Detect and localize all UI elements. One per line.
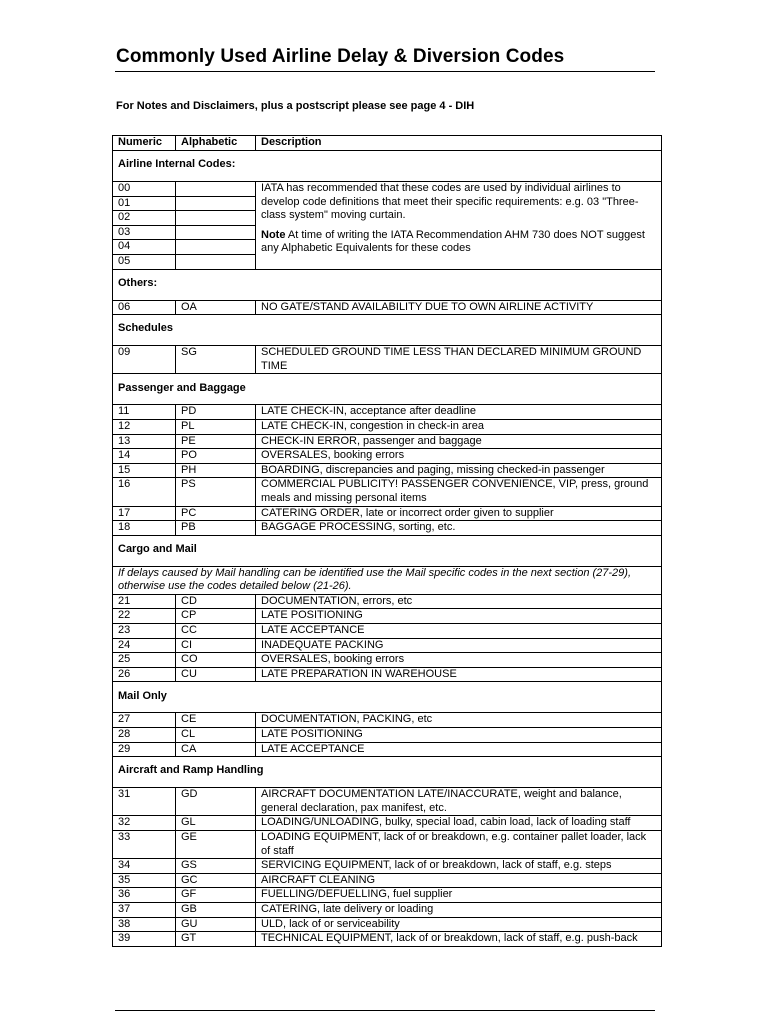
description-cell: LATE PREPARATION IN WAREHOUSE — [256, 667, 662, 682]
numeric-cell: 31 — [113, 788, 176, 816]
alphabetic-cell: GC — [176, 873, 256, 888]
alphabetic-cell: GU — [176, 917, 256, 932]
delay-codes-table — [112, 135, 662, 947]
section-heading-row — [113, 151, 662, 182]
description-cell: COMMERCIAL PUBLICITY! PASSENGER CONVENIENCE, VIP, press, ground meals and missing personal items — [256, 478, 662, 506]
table-row — [113, 831, 662, 859]
alphabetic-cell: CO — [176, 653, 256, 668]
table-row — [113, 624, 662, 639]
alphabetic-cell: PE — [176, 434, 256, 449]
numeric-cell: 27 — [113, 713, 176, 728]
table-row — [113, 742, 662, 757]
table-row — [113, 434, 662, 449]
alphabetic-cell: GF — [176, 888, 256, 903]
table-row — [113, 917, 662, 932]
alphabetic-cell — [176, 225, 256, 240]
numeric-cell: 39 — [113, 932, 176, 947]
alphabetic-cell: GL — [176, 816, 256, 831]
description-cell: CATERING, late delivery or loading — [256, 902, 662, 917]
numeric-cell: 25 — [113, 653, 176, 668]
table-row — [113, 405, 662, 420]
alphabetic-cell — [176, 240, 256, 255]
description-cell: AIRCRAFT CLEANING — [256, 873, 662, 888]
table-row — [113, 506, 662, 521]
table-row — [113, 300, 662, 315]
numeric-cell: 04 — [113, 240, 176, 255]
description-cell: DOCUMENTATION, errors, etc — [256, 594, 662, 609]
numeric-cell: 34 — [113, 859, 176, 874]
alphabetic-cell — [176, 254, 256, 269]
numeric-cell: 13 — [113, 434, 176, 449]
numeric-cell: 18 — [113, 521, 176, 536]
numeric-cell: 37 — [113, 902, 176, 917]
section-heading-row — [113, 269, 662, 300]
description-cell: SERVICING EQUIPMENT, lack of or breakdown, lack of staff, e.g. steps — [256, 859, 662, 874]
alphabetic-cell: PC — [176, 506, 256, 521]
description-cell: LATE CHECK-IN, congestion in check-in area — [256, 419, 662, 434]
section-heading: Others: — [113, 269, 662, 300]
internal-codes-description — [256, 182, 662, 270]
description-cell: CATERING ORDER, late or incorrect order given to supplier — [256, 506, 662, 521]
numeric-cell: 15 — [113, 463, 176, 478]
header-alphabetic: Alphabetic — [176, 136, 256, 151]
section-heading: Mail Only — [113, 682, 662, 713]
numeric-cell: 14 — [113, 449, 176, 464]
alphabetic-cell: CD — [176, 594, 256, 609]
section-note-row — [113, 566, 662, 594]
table-row — [113, 609, 662, 624]
alphabetic-cell: GD — [176, 788, 256, 816]
header-description: Description — [256, 136, 662, 151]
description-cell: DOCUMENTATION, PACKING, etc — [256, 713, 662, 728]
description-cell: LATE POSITIONING — [256, 728, 662, 743]
table-row — [113, 859, 662, 874]
alphabetic-cell: GS — [176, 859, 256, 874]
table-row — [113, 816, 662, 831]
internal-description-text: IATA has recommended that these codes are used by individual airlines to develop code definitions that meet their specific requirements: e.g. 03 "Three-class system" moving curtain. — [261, 182, 639, 222]
note-text: At time of writing the IATA Recommendation AHM 730 does NOT suggest any Alphabetic Equivalents for these codes — [261, 228, 645, 255]
numeric-cell: 01 — [113, 196, 176, 211]
section-heading: Passenger and Baggage — [113, 374, 662, 405]
table-row — [113, 419, 662, 434]
alphabetic-cell: GB — [176, 902, 256, 917]
table-row — [113, 449, 662, 464]
section-heading: Cargo and Mail — [113, 535, 662, 566]
numeric-cell: 03 — [113, 225, 176, 240]
numeric-cell: 11 — [113, 405, 176, 420]
alphabetic-cell — [176, 196, 256, 211]
numeric-cell: 29 — [113, 742, 176, 757]
table-row — [113, 653, 662, 668]
numeric-cell: 38 — [113, 917, 176, 932]
alphabetic-cell: PD — [176, 405, 256, 420]
description-cell: ULD, lack of or serviceability — [256, 917, 662, 932]
alphabetic-cell: GE — [176, 831, 256, 859]
description-cell: LOADING/UNLOADING, bulky, special load, cabin load, lack of loading staff — [256, 816, 662, 831]
table-row — [113, 463, 662, 478]
alphabetic-cell: PH — [176, 463, 256, 478]
numeric-cell: 32 — [113, 816, 176, 831]
description-cell: NO GATE/STAND AVAILABILITY DUE TO OWN AIRLINE ACTIVITY — [256, 300, 662, 315]
description-cell: CHECK-IN ERROR, passenger and baggage — [256, 434, 662, 449]
numeric-cell: 35 — [113, 873, 176, 888]
section-heading-row — [113, 757, 662, 788]
description-cell: LATE CHECK-IN, acceptance after deadline — [256, 405, 662, 420]
note-label: Note — [261, 228, 286, 241]
table-body — [113, 151, 662, 947]
description-cell: AIRCRAFT DOCUMENTATION LATE/INACCURATE, weight and balance, general declaration, pax manifest, etc. — [256, 788, 662, 816]
header-row — [113, 136, 662, 151]
table-row — [113, 873, 662, 888]
alphabetic-cell: CA — [176, 742, 256, 757]
numeric-cell: 26 — [113, 667, 176, 682]
numeric-cell: 00 — [113, 182, 176, 197]
section-heading: Schedules — [113, 315, 662, 346]
numeric-cell: 02 — [113, 211, 176, 226]
alphabetic-cell — [176, 211, 256, 226]
description-cell: OVERSALES, booking errors — [256, 449, 662, 464]
table-row — [113, 932, 662, 947]
section-heading-row — [113, 682, 662, 713]
description-cell: FUELLING/DEFUELLING, fuel supplier — [256, 888, 662, 903]
header-numeric: Numeric — [113, 136, 176, 151]
table-row — [113, 182, 662, 197]
table-row — [113, 521, 662, 536]
numeric-cell: 22 — [113, 609, 176, 624]
title-underline — [115, 71, 655, 72]
table-row — [113, 594, 662, 609]
alphabetic-cell: OA — [176, 300, 256, 315]
numeric-cell: 17 — [113, 506, 176, 521]
table-row — [113, 638, 662, 653]
description-cell: TECHNICAL EQUIPMENT, lack of or breakdown, lack of staff, e.g. push-back — [256, 932, 662, 947]
numeric-cell: 28 — [113, 728, 176, 743]
alphabetic-cell — [176, 182, 256, 197]
description-cell: LATE ACCEPTANCE — [256, 742, 662, 757]
description-cell: LOADING EQUIPMENT, lack of or breakdown, e.g. container pallet loader, lack of staff — [256, 831, 662, 859]
alphabetic-cell: GT — [176, 932, 256, 947]
description-cell: INADEQUATE PACKING — [256, 638, 662, 653]
section-heading: Airline Internal Codes: — [113, 151, 662, 182]
alphabetic-cell: PB — [176, 521, 256, 536]
numeric-cell: 33 — [113, 831, 176, 859]
numeric-cell: 12 — [113, 419, 176, 434]
description-cell: BAGGAGE PROCESSING, sorting, etc. — [256, 521, 662, 536]
section-heading-row — [113, 374, 662, 405]
table-row — [113, 902, 662, 917]
alphabetic-cell: PO — [176, 449, 256, 464]
description-cell: SCHEDULED GROUND TIME LESS THAN DECLARED MINIMUM GROUND TIME — [256, 346, 662, 374]
numeric-cell: 36 — [113, 888, 176, 903]
alphabetic-cell: PL — [176, 419, 256, 434]
numeric-cell: 16 — [113, 478, 176, 506]
alphabetic-cell: CC — [176, 624, 256, 639]
alphabetic-cell: SG — [176, 346, 256, 374]
table-row — [113, 713, 662, 728]
numeric-cell: 21 — [113, 594, 176, 609]
description-cell: LATE ACCEPTANCE — [256, 624, 662, 639]
numeric-cell: 24 — [113, 638, 176, 653]
section-heading: Aircraft and Ramp Handling — [113, 757, 662, 788]
section-heading-row — [113, 315, 662, 346]
notes-line: For Notes and Disclaimers, plus a postscript please see page 4 - DIH — [116, 100, 475, 112]
footer-rule — [115, 1010, 655, 1011]
alphabetic-cell: CU — [176, 667, 256, 682]
alphabetic-cell: CP — [176, 609, 256, 624]
table-row — [113, 728, 662, 743]
table-row — [113, 346, 662, 374]
table-row — [113, 888, 662, 903]
page-title: Commonly Used Airline Delay & Diversion Codes — [116, 46, 565, 67]
table-row — [113, 667, 662, 682]
numeric-cell: 09 — [113, 346, 176, 374]
alphabetic-cell: CI — [176, 638, 256, 653]
table-row — [113, 478, 662, 506]
numeric-cell: 23 — [113, 624, 176, 639]
section-note: If delays caused by Mail handling can be identified use the Mail specific codes in the next section (27-29), otherwise use the codes detailed below (21-26). — [113, 566, 662, 594]
description-cell: LATE POSITIONING — [256, 609, 662, 624]
alphabetic-cell: CL — [176, 728, 256, 743]
description-cell: BOARDING, discrepancies and paging, missing checked-in passenger — [256, 463, 662, 478]
table-row — [113, 788, 662, 816]
section-heading-row — [113, 535, 662, 566]
numeric-cell: 05 — [113, 254, 176, 269]
description-cell: OVERSALES, booking errors — [256, 653, 662, 668]
alphabetic-cell: CE — [176, 713, 256, 728]
numeric-cell: 06 — [113, 300, 176, 315]
alphabetic-cell: PS — [176, 478, 256, 506]
